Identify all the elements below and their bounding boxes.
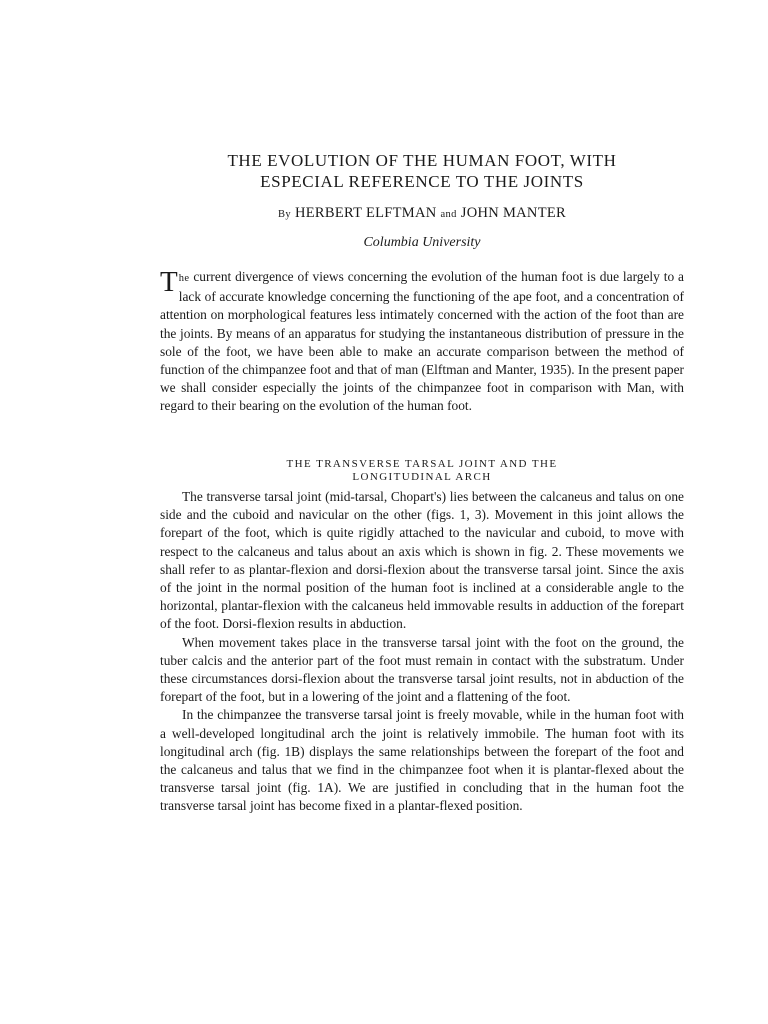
body-paragraph-2: When movement takes place in the transverse tarsal joint with the foot on the ground, the tuber calcis and the anterior part of the foot must remain in contact with the substratum. Under these circumstances dorsi-flexion about the transverse tarsal joint results, not in abduction of the forepart of the foot, but in a lowering of the joint and a flattening of the foot. xyxy=(160,634,684,705)
intro-text: current divergence of views concerning the evolution of the human foot is due largely to a lack of accurate knowledge concerning the functioning of the ape foot, and a concentration of attention on morphological features less intimately concerned with the action of the foot than are the joints. By means of an apparatus for studying the instantaneous distribution of pressure in the sole of the foot, we have been able to make an accurate comparison between the method of function of the chimpanzee foot and that of man (Elftman and Manter, 1935). In the present paper we shall consider especially the joints of the chimpanzee foot in comparison with Man, with regard to their bearing on the evolution of the human foot. xyxy=(160,269,684,414)
section-heading-line-1: THE TRANSVERSE TARSAL JOINT AND THE xyxy=(286,458,558,470)
section-heading xyxy=(160,458,684,484)
author-1: HERBERT ELFTMAN xyxy=(295,205,437,221)
section-body xyxy=(160,488,684,816)
drop-cap: T xyxy=(160,266,178,298)
intro-paragraph xyxy=(160,268,684,416)
section-heading-line-2: LONGITUDINAL ARCH xyxy=(352,471,492,483)
lead-smallcaps: he xyxy=(178,273,190,284)
byline-and: and xyxy=(440,209,457,220)
body-paragraph-3: In the chimpanzee the transverse tarsal joint is freely movable, while in the human foot with a well-developed longitudinal arch the joint is relatively immobile. The human foot with its longitudinal arch (fig. 1B) displays the same relationships between the forepart of the foot and the calcaneus and talus that we find in the chimpanzee foot when it is plantar-flexed about the transverse tarsal joint (fig. 1A). We are justified in concluding that in the human foot the transverse tarsal joint has become fixed in a plantar-flexed position. xyxy=(160,707,684,814)
title-line-2: ESPECIAL REFERENCE TO THE JOINTS xyxy=(260,172,584,191)
body-paragraph-1: The transverse tarsal joint (mid-tarsal, Chopart's) lies between the calcaneus and talus on one side and the cuboid and navicular on the other (figs. 1, 3). Movement in this joint allows the forepart of the foot, which is quite rigidly attached to the navicular and cuboid, to move with respect to the calcaneus and talus about an axis which is shown in fig. 2. These movements we shall refer to as plantar-flexion and dorsi-flexion about the transverse tarsal joint. Since the axis of the joint in the normal position of the human foot is inclined at a considerable angle to the horizontal, plantar-flexion with the calcaneus held immovable results in adduction of the forepart of the foot. Dorsi-flexion results in abduction. xyxy=(160,489,684,632)
byline-by: By xyxy=(278,209,292,220)
article-title xyxy=(160,150,684,192)
affiliation: Columbia University xyxy=(363,235,481,250)
title-line-1: THE EVOLUTION OF THE HUMAN FOOT, WITH xyxy=(227,151,617,170)
author-byline xyxy=(160,204,684,224)
author-2: JOHN MANTER xyxy=(460,205,566,221)
